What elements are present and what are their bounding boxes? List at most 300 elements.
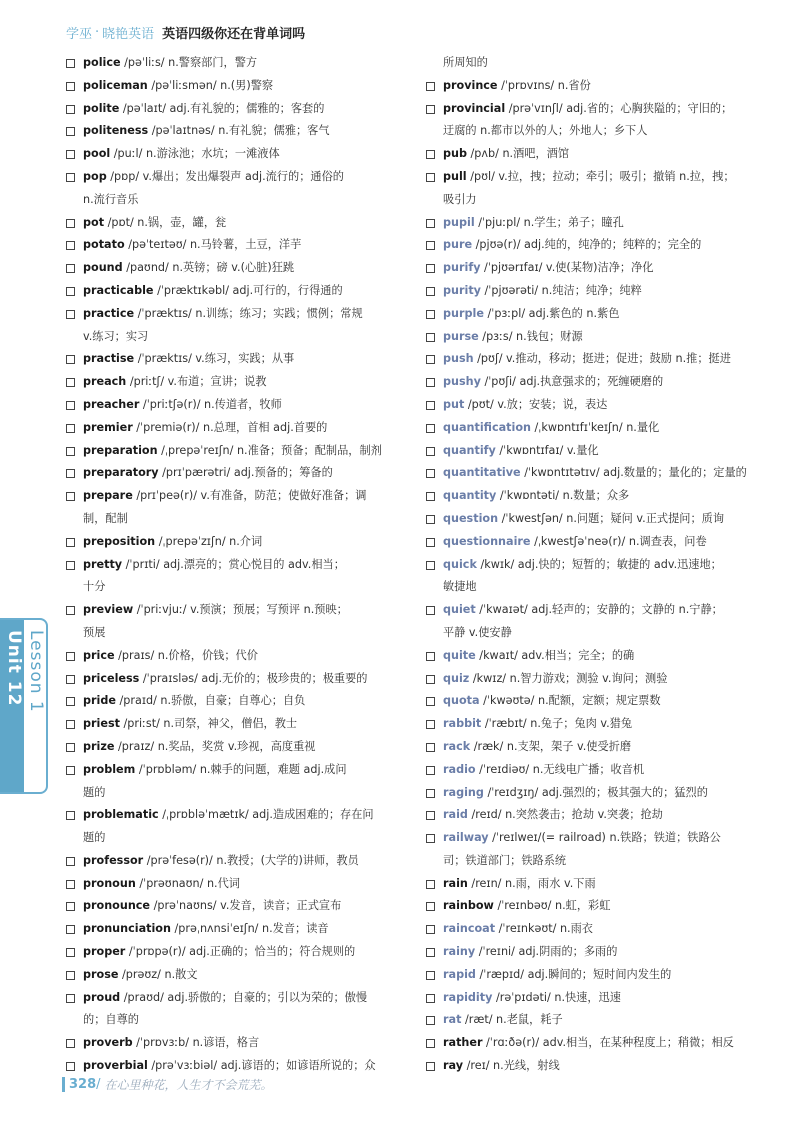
vocab-entry — [66, 394, 398, 417]
entry-word: preach — [83, 375, 127, 389]
entry-definition-continued: 十分 — [83, 580, 106, 594]
entry-definition: /ˈreɪnbəʊ/ n.虹，彩虹 — [493, 899, 611, 913]
entry-definition: /paʊnd/ n.英镑；磅 v.(心脏)狂跳 — [122, 261, 295, 275]
entry-definition: /ˈrɑːðə(r)/ adv.相当，在某种程度上；稍微；相反 — [482, 1036, 734, 1050]
vocab-entry — [426, 1032, 756, 1055]
entry-definition: /ræt/ n.老鼠，耗子 — [461, 1013, 563, 1027]
checkbox-icon[interactable] — [426, 925, 435, 934]
vocab-entry — [426, 645, 756, 668]
checkbox-icon[interactable] — [66, 743, 75, 752]
checkbox-icon[interactable] — [66, 652, 75, 661]
entry-definition: /praɪs/ n.价格，价钱；代价 — [114, 648, 258, 662]
checkbox-icon[interactable] — [66, 287, 75, 296]
entry-definition: /puːl/ n.游泳池；水坑；一滩液体 — [110, 147, 280, 161]
checkbox-icon[interactable] — [66, 811, 75, 820]
entry-definition: /prəˈnaʊns/ v.发音，读音；正式宣布 — [150, 899, 342, 913]
checkbox-icon[interactable] — [66, 424, 75, 433]
entry-word: pushy — [443, 375, 481, 389]
entry-word: problem — [83, 762, 136, 776]
entry-definition: /pəˈlaɪtnəs/ n.有礼貌；儒雅；客气 — [148, 124, 330, 138]
vocab-entry — [426, 1009, 756, 1032]
checkbox-icon[interactable] — [426, 1016, 435, 1025]
entry-word: preparation — [83, 443, 158, 457]
entry-continuation — [426, 52, 756, 75]
entry-continuation — [66, 827, 398, 850]
entry-word: prose — [83, 967, 119, 981]
entry-word: pound — [83, 261, 123, 275]
vocab-entry — [66, 668, 398, 691]
vocab-entry — [426, 827, 756, 850]
entry-definition: /ˈreɪdʒɪŋ/ adj.强烈的；极其强大的；猛烈的 — [483, 785, 708, 799]
entry-definition: /ˈkwɒntɪfaɪ/ v.量化 — [495, 443, 599, 457]
page-title: 英语四级你还在背单词吗 — [162, 26, 306, 42]
vocab-entry — [426, 371, 756, 394]
entry-definition-continued: n.流行音乐 — [83, 192, 139, 206]
entry-word: quantity — [443, 489, 497, 503]
entry-word: pure — [443, 238, 473, 252]
vocab-entry — [66, 440, 398, 463]
checkbox-icon[interactable] — [66, 447, 75, 456]
entry-word: raging — [443, 785, 484, 799]
vocab-entry — [426, 75, 756, 98]
checkbox-icon[interactable] — [66, 219, 75, 228]
entry-word: rat — [443, 1013, 462, 1027]
entry-word: rainy — [443, 945, 476, 959]
vocab-entry — [66, 280, 398, 303]
entry-continuation — [426, 576, 756, 599]
entry-definition: /prɪˈpeə(r)/ v.有准备，防范；使做好准备；调 — [132, 489, 367, 503]
entry-continuation — [66, 1009, 398, 1032]
unit-label: Unit 12 — [4, 630, 24, 707]
entry-word: provincial — [443, 101, 506, 115]
vocab-entry — [66, 485, 398, 508]
entry-word: pupil — [443, 215, 475, 229]
entry-definition: /ˈkwəʊtə/ n.配额，定额；规定票数 — [479, 694, 661, 708]
entry-word: practice — [83, 306, 135, 320]
entry-word: quite — [443, 648, 476, 662]
vocab-entry — [426, 326, 756, 349]
entry-definition: /ˈprɒvɪns/ n.省份 — [497, 78, 591, 92]
checkbox-icon[interactable] — [66, 994, 75, 1003]
entry-word: professor — [83, 853, 144, 867]
entry-definition: /rəˈpɪdəti/ n.快速，迅速 — [492, 990, 621, 1004]
checkbox-icon[interactable] — [426, 264, 435, 273]
vocab-entry — [426, 736, 756, 759]
entry-word: pronunciation — [83, 922, 171, 936]
entry-word: quantification — [443, 420, 531, 434]
checkbox-icon[interactable] — [426, 834, 435, 843]
entry-definition: /ˈpraɪsləs/ adj.无价的；极珍贵的；极重要的 — [139, 671, 368, 685]
entry-word: purse — [443, 329, 479, 343]
entry-word: pretty — [83, 557, 123, 571]
entry-definition: /ˈreɪnkəʊt/ n.雨衣 — [495, 922, 593, 936]
entry-word: proverbial — [83, 1059, 148, 1073]
entry-word: rabbit — [443, 717, 482, 731]
entry-definition: /ˈpremiə(r)/ n.总理，首相 adj.首要的 — [132, 420, 328, 434]
checkbox-icon[interactable] — [66, 127, 75, 136]
vocab-entry — [66, 371, 398, 394]
vocab-entry — [66, 918, 398, 941]
checkbox-icon[interactable] — [426, 401, 435, 410]
vocab-entry — [426, 690, 756, 713]
vocab-entry — [66, 166, 398, 189]
checkbox-icon[interactable] — [426, 287, 435, 296]
checkbox-icon[interactable] — [426, 355, 435, 364]
entry-definition: /ˌprɒbləˈmætɪk/ adj.造成困难的；存在问 — [158, 808, 374, 822]
vocab-entry — [426, 531, 756, 554]
entry-definition-continued: 题的 — [83, 831, 106, 845]
entry-definition: /prɪˈpærətri/ adj.预备的；筹备的 — [158, 466, 333, 480]
entry-continuation — [66, 189, 398, 212]
checkbox-icon[interactable] — [426, 561, 435, 570]
entry-word: pull — [443, 169, 467, 183]
checkbox-icon[interactable] — [66, 1039, 75, 1048]
left-word-column — [66, 52, 398, 1078]
vocab-entry — [66, 964, 398, 987]
page-header — [66, 22, 305, 42]
checkbox-icon[interactable] — [66, 355, 75, 364]
checkbox-icon[interactable] — [66, 902, 75, 911]
entry-word: potato — [83, 238, 125, 252]
entry-word: rather — [443, 1036, 483, 1050]
checkbox-icon[interactable] — [426, 789, 435, 798]
checkbox-icon[interactable] — [66, 857, 75, 866]
entry-definition: /ˈpræktɪs/ n.训练；练习；实践；惯例；常规 — [134, 306, 363, 320]
checkbox-icon[interactable] — [426, 766, 435, 775]
entry-word: premier — [83, 420, 133, 434]
vocab-entry — [426, 166, 756, 189]
page-footer — [62, 1076, 273, 1093]
checkbox-icon[interactable] — [66, 561, 75, 570]
vocab-entry — [66, 554, 398, 577]
entry-word: police — [83, 56, 121, 69]
vocab-entry — [426, 804, 756, 827]
vocab-entry — [426, 554, 756, 577]
entry-definition: /pəˈliːs/ n.警察部门，警方 — [120, 56, 258, 69]
lesson-label: Lesson 1 — [26, 630, 46, 713]
entry-definition: /ˈkwɒntɪtətɪv/ adj.数量的；量化的；定量的 — [520, 466, 747, 480]
entry-definition-continued: 所周知的 — [443, 56, 488, 69]
entry-definition: /kwɪk/ adj.快的；短暂的；敏捷的 adv.迅速地； — [476, 557, 722, 571]
vocab-entry — [426, 964, 756, 987]
entry-definition: /pəˈlaɪt/ adj.有礼貌的；儒雅的；客套的 — [119, 101, 325, 115]
entry-word: quick — [443, 557, 477, 571]
brand-subname: 晓艳英语 — [102, 26, 155, 42]
entry-definition: /ˈræpɪd/ adj.瞬间的；短时间内发生的 — [475, 967, 672, 981]
footer-slash: / — [96, 1077, 101, 1092]
checkbox-icon[interactable] — [426, 105, 435, 114]
entry-definition: /reɪn/ n.雨，雨水 v.下雨 — [467, 876, 596, 890]
entry-definition: /ˈreɪni/ adj.阴雨的；多雨的 — [475, 945, 618, 959]
vocab-entry — [426, 257, 756, 280]
entry-definition: /ˈpjʊərəti/ n.纯洁；纯净；纯粹 — [480, 283, 642, 297]
checkbox-icon[interactable] — [66, 880, 75, 889]
vocab-entry — [66, 257, 398, 280]
entry-definition: /ˈreɪlweɪ/(= railroad) n.铁路；铁道；铁路公 — [488, 831, 721, 845]
entry-word: pool — [83, 147, 111, 161]
entry-word: ray — [443, 1059, 464, 1073]
vocab-entry — [66, 804, 398, 827]
entry-word: quiet — [443, 603, 476, 617]
entry-word: quantify — [443, 443, 496, 457]
checkbox-icon[interactable] — [426, 948, 435, 957]
entry-definition-continued: 的；自尊的 — [83, 1013, 139, 1027]
vocab-entry — [426, 987, 756, 1010]
entry-definition-continued: 平静 v.使安静 — [443, 625, 512, 639]
vocab-entry — [66, 759, 398, 782]
entry-continuation — [426, 850, 756, 873]
entry-word: quota — [443, 694, 480, 708]
entry-word: raid — [443, 808, 468, 822]
checkbox-icon[interactable] — [66, 925, 75, 934]
checkbox-icon[interactable] — [426, 492, 435, 501]
entry-continuation — [426, 189, 756, 212]
entry-word: pronoun — [83, 876, 136, 890]
entry-definition: /ˈprɒbləm/ n.棘手的问题，难题 adj.成问 — [135, 762, 347, 776]
entry-word: practicable — [83, 283, 154, 297]
entry-definition: /ˈreɪdiəʊ/ n.无线电广播；收音机 — [475, 762, 645, 776]
entry-word: politeness — [83, 124, 149, 138]
entry-definition: /prəˌnʌnsiˈeɪʃn/ n.发音；读音 — [170, 922, 329, 936]
checkbox-icon[interactable] — [426, 333, 435, 342]
entry-definition: /ˈprɪti/ adj.漂亮的；赏心悦目的 adv.相当； — [122, 557, 345, 571]
entry-word: policeman — [83, 78, 148, 92]
entry-continuation — [66, 508, 398, 531]
entry-word: pub — [443, 147, 467, 161]
vocab-entry — [66, 462, 398, 485]
entry-definition: /ˈprɒpə(r)/ adj.正确的；恰当的；符合规则的 — [125, 945, 356, 959]
entry-definition: /ˌprepəˈzɪʃn/ n.介词 — [155, 534, 263, 548]
checkbox-icon[interactable] — [426, 538, 435, 547]
vocab-entry — [66, 690, 398, 713]
entry-word: proper — [83, 945, 126, 959]
entry-definition-continued: 司；铁道部门；铁路系统 — [443, 853, 567, 867]
entry-definition: /ˈpræktɪs/ v.练习，实践；从事 — [134, 352, 295, 366]
checkbox-icon[interactable] — [66, 378, 75, 387]
checkbox-icon[interactable] — [66, 948, 75, 957]
vocab-entry — [66, 120, 398, 143]
entry-word: quiz — [443, 671, 470, 685]
entry-continuation — [426, 622, 756, 645]
vocab-entry — [426, 895, 756, 918]
entry-word: priceless — [83, 671, 140, 685]
checkbox-icon[interactable] — [66, 675, 75, 684]
entry-definition: /pʊl/ v.拉，拽；拉动；牵引；吸引；撤销 n.拉，拽； — [466, 169, 735, 183]
vocab-entry — [66, 873, 398, 896]
checkbox-icon[interactable] — [426, 902, 435, 911]
entry-word: rack — [443, 739, 471, 753]
entry-definition: /pəˈteɪtəʊ/ n.马铃薯，土豆，洋芋 — [124, 238, 302, 252]
entry-word: rapid — [443, 967, 476, 981]
entry-definition: /reɪ/ n.光线，射线 — [463, 1059, 560, 1073]
checkbox-icon[interactable] — [426, 652, 435, 661]
vocab-entry — [426, 782, 756, 805]
entry-word: preview — [83, 603, 134, 617]
checkbox-icon[interactable] — [426, 310, 435, 319]
checkbox-icon[interactable] — [426, 811, 435, 820]
checkbox-icon[interactable] — [66, 492, 75, 501]
page-number: 328 — [62, 1077, 96, 1092]
checkbox-icon[interactable] — [426, 469, 435, 478]
checkbox-icon[interactable] — [66, 173, 75, 182]
entry-definition: /pɒt/ n.锅，壶，罐，瓮 — [104, 215, 227, 229]
entry-definition: /ˈprɒvɜːb/ n.谚语，格言 — [132, 1036, 260, 1050]
checkbox-icon[interactable] — [426, 675, 435, 684]
entry-definition: /ˈprəʊnaʊn/ n.代词 — [135, 876, 240, 890]
vocab-entry — [66, 987, 398, 1010]
checkbox-icon[interactable] — [426, 447, 435, 456]
checkbox-icon[interactable] — [426, 720, 435, 729]
vocab-entry — [426, 713, 756, 736]
vocab-entry — [426, 417, 756, 440]
entry-definition: /ˈkwɒntəti/ n.数量；众多 — [496, 489, 630, 503]
checkbox-icon[interactable] — [426, 971, 435, 980]
checkbox-icon[interactable] — [426, 1039, 435, 1048]
vocab-entry — [426, 348, 756, 371]
entry-definition: /priːtʃ/ v.布道；宣讲；说教 — [126, 375, 267, 389]
entry-definition: /ræk/ n.支架，架子 v.使受折磨 — [470, 739, 632, 753]
entry-word: railway — [443, 831, 489, 845]
vocab-entry — [426, 759, 756, 782]
entry-definition: /ˈpɜːpl/ adj.紫色的 n.紫色 — [483, 306, 620, 320]
right-word-column — [426, 52, 756, 1078]
checkbox-icon[interactable] — [66, 105, 75, 114]
vocab-entry — [66, 645, 398, 668]
checkbox-icon[interactable] — [426, 697, 435, 706]
vocab-entry — [426, 280, 756, 303]
entry-word: prepare — [83, 489, 133, 503]
vocab-entry — [426, 941, 756, 964]
entry-definition-continued: 预展 — [83, 625, 106, 639]
checkbox-icon[interactable] — [66, 241, 75, 250]
entry-continuation — [66, 576, 398, 599]
entry-definition: /ˌprepəˈreɪʃn/ n.准备；预备；配制品，制剂 — [157, 443, 382, 457]
vocab-entry — [426, 668, 756, 691]
entry-word: preparatory — [83, 466, 159, 480]
unit-side-tab — [0, 618, 48, 794]
checkbox-icon[interactable] — [66, 1062, 75, 1071]
vocab-entry — [66, 143, 398, 166]
checkbox-icon[interactable] — [426, 378, 435, 387]
entry-definition: /ˈkwaɪət/ adj.轻声的；安静的；文静的 n.宁静； — [475, 603, 723, 617]
checkbox-icon[interactable] — [426, 880, 435, 889]
entry-definition: /pʌb/ n.酒吧，酒馆 — [466, 147, 570, 161]
checkbox-icon[interactable] — [66, 538, 75, 547]
vocab-entry — [66, 1055, 398, 1078]
vocab-entry — [426, 234, 756, 257]
vocab-entry — [66, 713, 398, 736]
checkbox-icon[interactable] — [66, 401, 75, 410]
checkbox-icon[interactable] — [426, 515, 435, 524]
checkbox-icon[interactable] — [426, 219, 435, 228]
vocab-entry — [66, 417, 398, 440]
entry-definition: /ˌkwestʃəˈneə(r)/ n.调查表，问卷 — [530, 534, 707, 548]
brand-separator: · — [95, 24, 100, 40]
checkbox-icon[interactable] — [66, 720, 75, 729]
entry-definition: /pɒp/ v.爆出；发出爆裂声 adj.流行的；通俗的 — [106, 169, 344, 183]
checkbox-icon[interactable] — [66, 310, 75, 319]
entry-definition: /prəˈvɪnʃl/ adj.省的；心胸狭隘的；守旧的； — [505, 101, 733, 115]
vocab-entry — [426, 1055, 756, 1078]
entry-definition: /pʊʃ/ v.推动，移动；挺进；促进；鼓励 n.推；挺进 — [473, 352, 731, 366]
vocab-entry — [426, 918, 756, 941]
entry-word: problematic — [83, 808, 159, 822]
checkbox-icon[interactable] — [66, 59, 75, 68]
entry-definition: /kwɪz/ n.智力游戏；测验 v.询问；测验 — [469, 671, 668, 685]
entry-word: pop — [83, 169, 107, 183]
checkbox-icon[interactable] — [66, 469, 75, 478]
checkbox-icon[interactable] — [426, 606, 435, 615]
checkbox-icon[interactable] — [66, 82, 75, 91]
vocab-entry — [426, 508, 756, 531]
entry-word: put — [443, 397, 465, 411]
entry-definition-continued: 敏捷地 — [443, 580, 477, 594]
entry-definition: /ˈræbɪt/ n.兔子；兔肉 v.猎兔 — [481, 717, 633, 731]
entry-word: pot — [83, 215, 105, 229]
entry-definition: /ˈkwestʃən/ n.问题；疑问 v.正式提问；质询 — [498, 511, 725, 525]
entry-word: priest — [83, 717, 120, 731]
entry-definition-continued: v.练习；实习 — [83, 329, 149, 343]
entry-word: pride — [83, 694, 116, 708]
checkbox-icon[interactable] — [426, 241, 435, 250]
checkbox-icon[interactable] — [426, 743, 435, 752]
entry-word: rain — [443, 876, 468, 890]
entry-definition-continued: 迂腐的 n.都市以外的人；外地人；乡下人 — [443, 124, 648, 138]
entry-definition: /prəˈfesə(r)/ n.教授；(大学的)讲师，教员 — [143, 853, 359, 867]
entry-definition: /ˈpræktɪkəbl/ adj.可行的，行得通的 — [153, 283, 343, 297]
checkbox-icon[interactable] — [66, 150, 75, 159]
entry-definition: /praʊd/ adj.骄傲的；自豪的；引以为荣的；傲慢 — [120, 990, 368, 1004]
entry-definition: /prəˈvɜːbiəl/ adj.谚语的；如谚语所说的；众 — [147, 1059, 376, 1073]
entry-definition: /priːst/ n.司祭，神父，僧侣，教士 — [119, 717, 298, 731]
vocab-entry — [426, 394, 756, 417]
vocab-entry — [426, 303, 756, 326]
entry-word: preacher — [83, 397, 140, 411]
vocab-entry — [426, 143, 756, 166]
entry-word: purple — [443, 306, 484, 320]
checkbox-icon[interactable] — [426, 82, 435, 91]
checkbox-icon[interactable] — [426, 150, 435, 159]
checkbox-icon[interactable] — [426, 424, 435, 433]
checkbox-icon[interactable] — [66, 766, 75, 775]
vocab-entry — [426, 599, 756, 622]
entry-continuation — [66, 782, 398, 805]
entry-word: purify — [443, 261, 481, 275]
entry-definition: /praɪd/ n.骄傲，自豪；自尊心；自负 — [115, 694, 306, 708]
checkbox-icon[interactable] — [426, 994, 435, 1003]
entry-definition: /prəʊz/ n.散文 — [118, 967, 198, 981]
checkbox-icon[interactable] — [66, 606, 75, 615]
entry-word: question — [443, 511, 499, 525]
entry-definition: /ˈpʊʃi/ adj.执意强求的；死缠硬磨的 — [480, 375, 664, 389]
entry-continuation — [426, 120, 756, 143]
footer-slogan: 在心里种花，人生才不会荒芜。 — [104, 1078, 273, 1092]
entry-word: radio — [443, 762, 476, 776]
checkbox-icon[interactable] — [66, 971, 75, 980]
checkbox-icon[interactable] — [426, 1062, 435, 1071]
checkbox-icon[interactable] — [426, 173, 435, 182]
entry-continuation — [66, 622, 398, 645]
entry-word: proverb — [83, 1036, 133, 1050]
checkbox-icon[interactable] — [66, 264, 75, 273]
vocab-entry — [66, 98, 398, 121]
entry-word: price — [83, 648, 115, 662]
checkbox-icon[interactable] — [66, 697, 75, 706]
vocab-entry — [426, 98, 756, 121]
entry-definition: /kwaɪt/ adv.相当；完全；的确 — [475, 648, 635, 662]
vocab-entry — [66, 212, 398, 235]
entry-definition: /ˈpriːtʃə(r)/ n.传道者，牧师 — [139, 397, 282, 411]
